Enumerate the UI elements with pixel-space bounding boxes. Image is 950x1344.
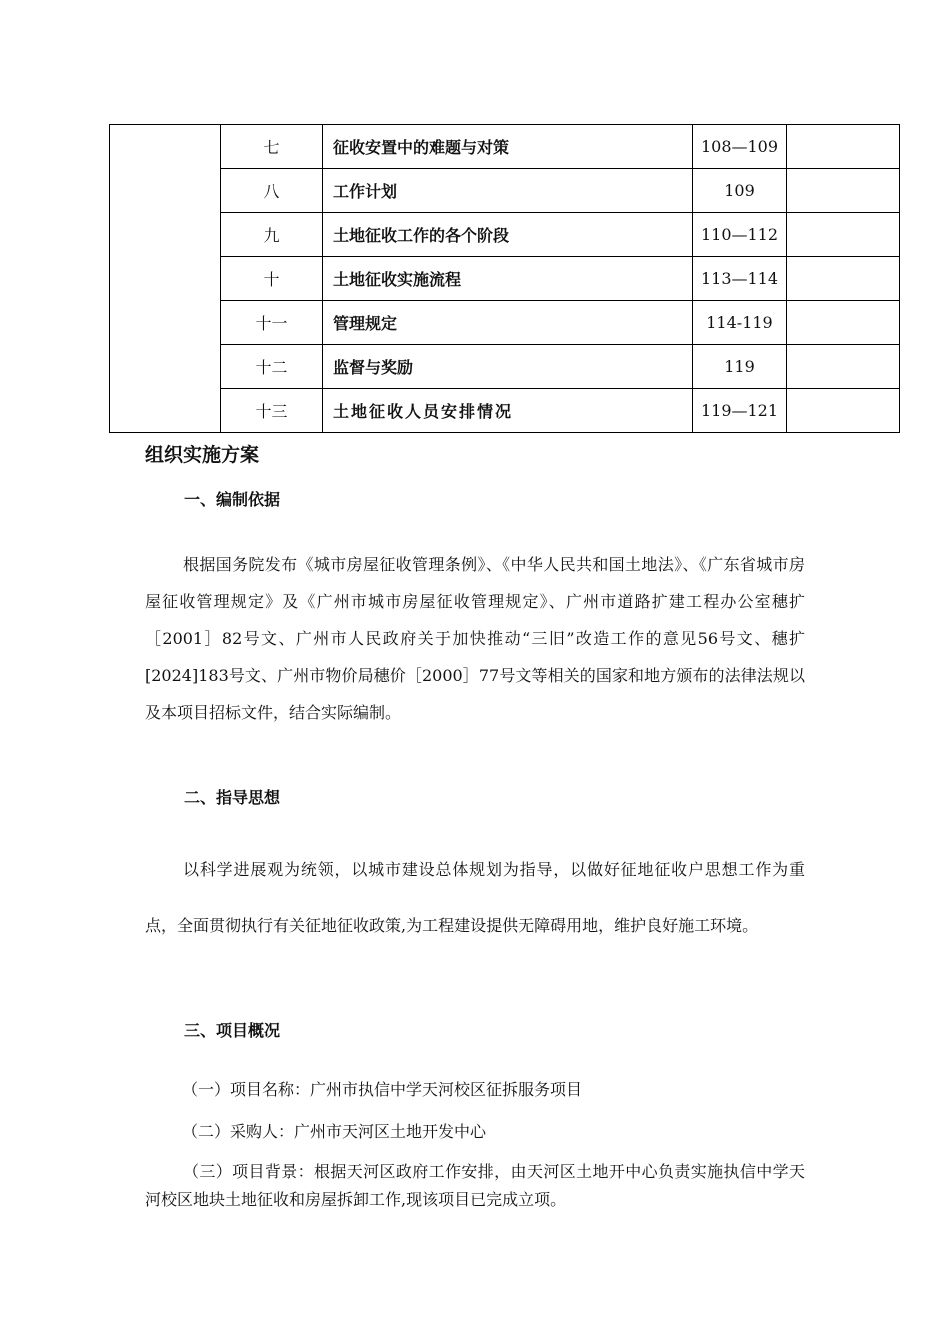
toc-row-number: 九 [221, 213, 323, 257]
document-title: 组织实施方案 [145, 444, 260, 466]
toc-row-title: 土地征收实施流程 [323, 257, 693, 301]
toc-row-blank [787, 301, 900, 345]
toc-row [110, 301, 900, 345]
toc-row-pages: 114-119 [693, 301, 787, 345]
toc-row-blank [787, 125, 900, 169]
toc-row-pages: 108—109 [693, 125, 787, 169]
toc-row-title: 土地征收人员安排情况 [323, 389, 693, 433]
toc-merged-cell [110, 125, 221, 433]
section-body-basis: 根据国务院发布《城市房屋征收管理条例》、《中华人民共和国土地法》、《广东省城市房屋征收管理规定》及《广州市城市房屋征收管理规定》、广州市道路扩建工程办公室穗扩［2001］82号文、广州市人民政府关于加快推动“三旧”改造工作的意见56号文、穗扩[2024]183号文、广州市物价局穗价［2000］77号文等相关的国家和地方颁布的法律法规以及本项目招标文件，结合实际编制。 [145, 555, 805, 722]
overview-purchaser: （二）采购人：广州市天河区土地开发中心 [182, 1122, 487, 1141]
toc-row-pages: 109 [693, 169, 787, 213]
toc-row-number: 十三 [221, 389, 323, 433]
toc-row [110, 125, 900, 169]
toc-row-pages: 113—114 [693, 257, 787, 301]
toc-row-pages: 110—112 [693, 213, 787, 257]
section-body-guideline: 以科学进展观为统领，以城市建设总体规划为指导，以做好征地征收户思想工作为重点，全面贯彻执行有关征地征收政策,为工程建设提供无障碍用地，维护良好施工环境。 [145, 860, 805, 935]
section-heading-guideline: 二、指导思想 [184, 788, 281, 807]
toc-row-number: 十 [221, 257, 323, 301]
toc-row [110, 213, 900, 257]
toc-row [110, 169, 900, 213]
toc-row-title: 工作计划 [323, 169, 693, 213]
toc-row-number: 十一 [221, 301, 323, 345]
toc-row-blank [787, 213, 900, 257]
toc-row-title: 监督与奖励 [323, 345, 693, 389]
toc-table [109, 124, 900, 433]
toc-row-number: 八 [221, 169, 323, 213]
toc-row-number: 十二 [221, 345, 323, 389]
toc-body [110, 125, 900, 433]
toc-row [110, 345, 900, 389]
toc-row [110, 257, 900, 301]
toc-row-pages: 119—121 [693, 389, 787, 433]
section-heading-overview: 三、项目概况 [184, 1021, 281, 1040]
toc-row [110, 389, 900, 433]
section-heading-basis: 一、编制依据 [184, 490, 281, 509]
toc-row-title: 征收安置中的难题与对策 [323, 125, 693, 169]
toc-row-number: 七 [221, 125, 323, 169]
overview-project-name: （一）项目名称：广州市执信中学天河校区征拆服务项目 [182, 1080, 583, 1099]
toc-row-blank [787, 169, 900, 213]
overview-background: （三）项目背景：根据天河区政府工作安排，由天河区土地开中心负责实施执信中学天河校区地块土地征收和房屋拆卸工作,现该项目已完成立项。 [145, 1162, 805, 1209]
toc-row-blank [787, 345, 900, 389]
toc-row-blank [787, 257, 900, 301]
toc-row-title: 土地征收工作的各个阶段 [323, 213, 693, 257]
toc-row-pages: 119 [693, 345, 787, 389]
toc-row-blank [787, 389, 900, 433]
toc-row-title: 管理规定 [323, 301, 693, 345]
